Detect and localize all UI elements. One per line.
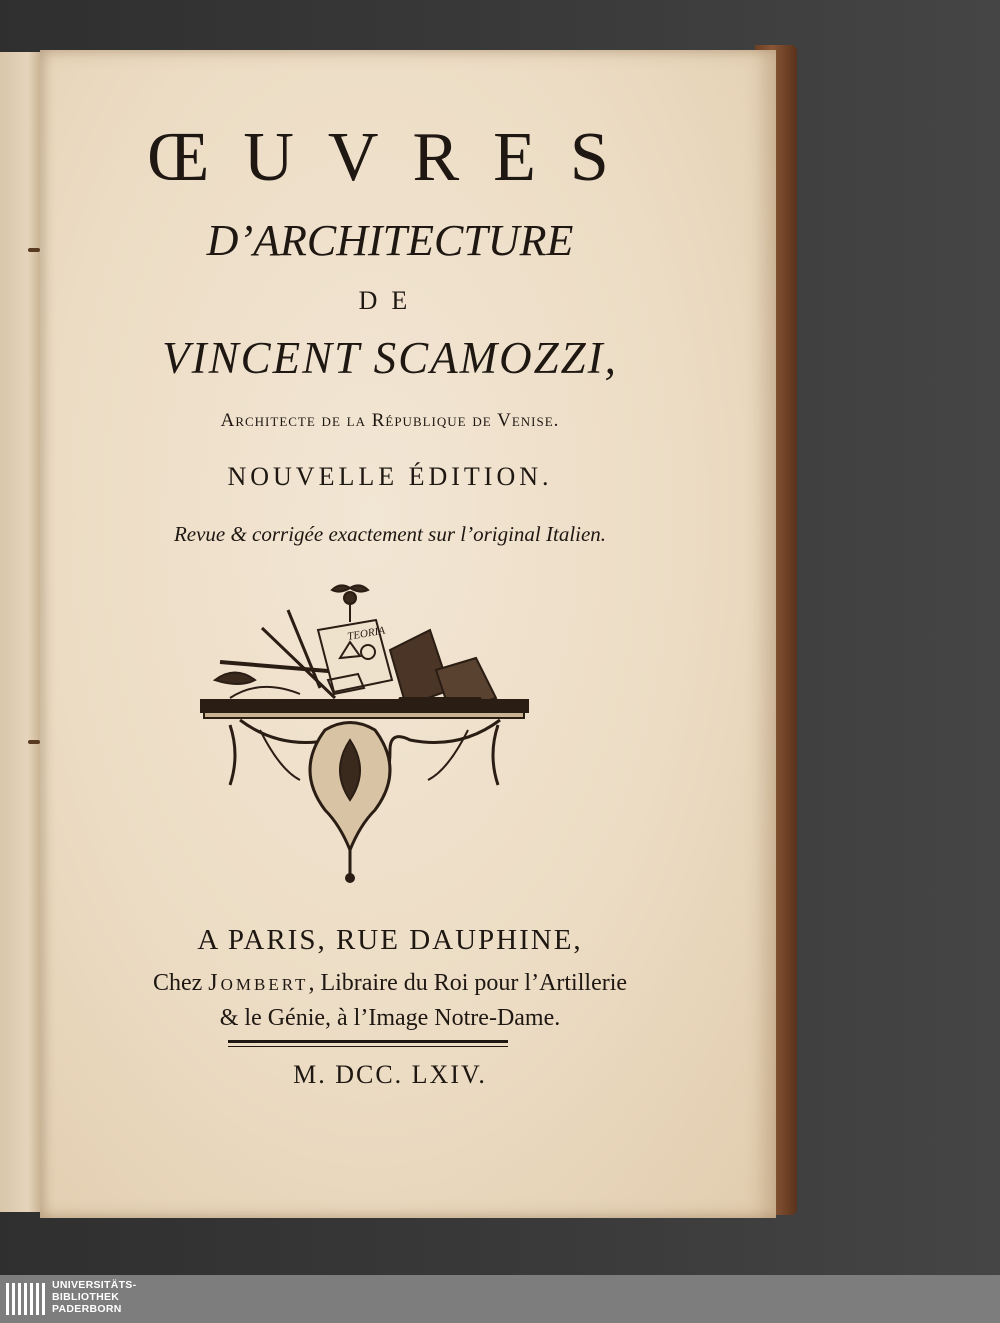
library-name-line2: BIBLIOTHEK [52,1291,120,1303]
title-page [40,50,776,1218]
imprint-publisher-name: Jombert [208,970,309,996]
library-logo-icon [6,1283,46,1315]
imprint-publisher-rest: , Libraire du Roi pour l’Artillerie [308,970,628,996]
imprint-publisher-line [80,968,700,998]
library-name-line3: PADERBORN [52,1303,122,1315]
edition-label: NOUVELLE ÉDITION. [227,462,553,491]
title-architecture: D’ARCHITECTURE [206,216,574,265]
imprint-place: A PARIS, RUE DAUPHINE, [197,924,583,956]
page-mark [28,740,40,744]
library-footer [0,1275,1000,1323]
imprint-chez: Chez [152,970,203,996]
imprint-address: & le Génie, à l’Image Notre-Dame. [219,1005,561,1031]
title-de: DE [358,286,422,315]
author-name: VINCENT SCAMOZZI, [162,333,618,383]
vignette-label: TEORIA [346,624,386,643]
author-role: Architecte de la République de Venise. [220,410,560,431]
edition-note: Revue & corrigée exactement sur l’original Italien. [173,522,607,546]
page-mark [28,248,40,252]
imprint-rule-thick [228,1040,508,1043]
title-oeuvres: ŒUVRES [147,119,643,196]
left-facing-page [0,52,41,1212]
publication-date: M. DCC. LXIV. [293,1060,487,1089]
imprint-rule-thin [228,1046,508,1047]
library-name [52,1279,136,1315]
printers-vignette [200,580,530,885]
library-name-line1: UNIVERSITÄTS- [52,1279,137,1291]
